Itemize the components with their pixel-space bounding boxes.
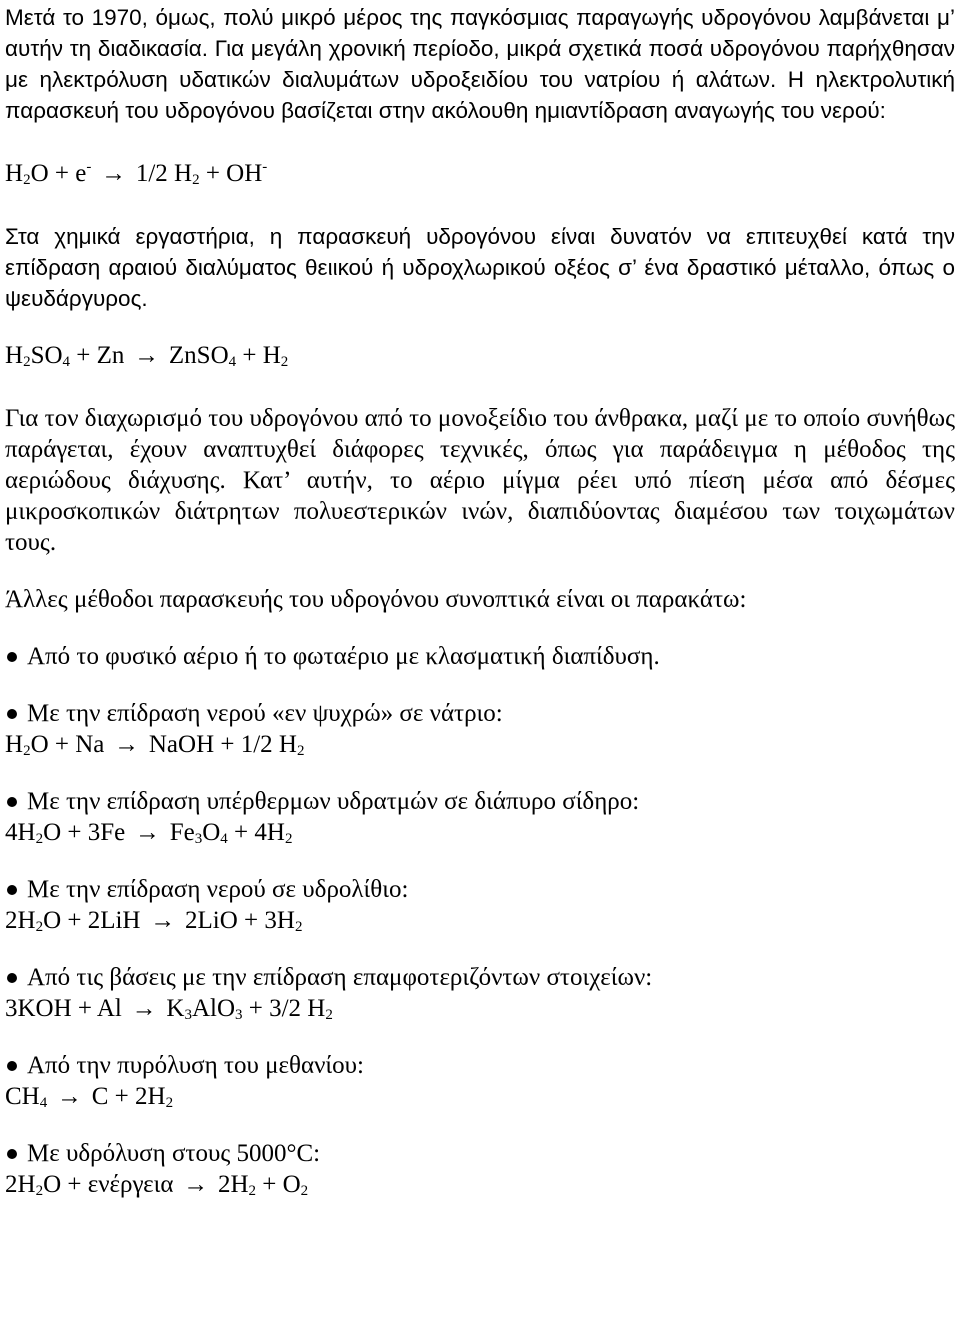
- method-text: Με την επίδραση υπέρθερμων υδρατμών σε διάπυρο σίδηρο:: [27, 788, 640, 815]
- list-item-method: [5, 698, 955, 729]
- eq-subscript: 2: [296, 743, 305, 759]
- eq-subscript: 4: [228, 354, 237, 370]
- equation-lithium-hydride: [5, 905, 955, 936]
- eq-term: + 4H: [234, 819, 285, 846]
- eq-term: O + 3Fe: [43, 819, 126, 846]
- bullet-icon: [7, 973, 17, 983]
- eq-term: H: [5, 731, 24, 758]
- bullet-icon: [7, 885, 17, 895]
- method-text: Με υδρόλυση στους 5000°C:: [27, 1140, 321, 1167]
- eq-term: 2LiO + 3H: [185, 907, 295, 934]
- eq-subscript: 2: [35, 1183, 44, 1199]
- eq-term: O: [202, 819, 221, 846]
- eq-term: Fe: [169, 819, 195, 846]
- reaction-arrow: →: [150, 907, 176, 934]
- list-item-method: [5, 874, 955, 905]
- eq-term: H: [5, 160, 24, 187]
- reaction-arrow: →: [101, 160, 127, 187]
- list-item-method: [5, 962, 955, 993]
- eq-subscript: 3: [235, 1007, 243, 1023]
- eq-term: + O: [262, 1171, 301, 1198]
- eq-term: O + e: [30, 160, 87, 187]
- list-item-method: [5, 641, 955, 672]
- eq-subscript: 2: [248, 1183, 256, 1199]
- eq-term: SO: [30, 342, 63, 369]
- eq-term: + OH: [205, 160, 263, 187]
- eq-subscript: 2: [192, 172, 200, 188]
- eq-subscript: 2: [284, 831, 293, 847]
- eq-term: C + 2H: [91, 1083, 166, 1110]
- eq-subscript: 2: [35, 919, 44, 935]
- eq-subscript: 3: [194, 831, 203, 847]
- bullet-icon: [7, 709, 17, 719]
- eq-term: 2H: [5, 1171, 36, 1198]
- reaction-arrow: →: [56, 1083, 82, 1110]
- equation-sodium: [5, 729, 955, 760]
- eq-term: + 3/2 H: [248, 995, 326, 1022]
- eq-term: O + 2LiH: [43, 907, 141, 934]
- equation-aluminium: [5, 993, 955, 1024]
- eq-term: H: [5, 342, 24, 369]
- equation-iron: [5, 817, 955, 848]
- reaction-arrow: →: [114, 731, 140, 758]
- eq-subscript: 2: [294, 919, 303, 935]
- bullet-icon: [7, 797, 17, 807]
- lab-paragraph: Στα χημικά εργαστήρια, η παρασκευή υδρογόνου είναι δυνατόν να επιτευχθεί κατά την επίδραση αραιού διαλύματος θειικού ή υδροχλωρικού οξέος σ’ ένα δραστικό μέταλλο, όπως ο ψευδάργυρος.: [5, 224, 955, 311]
- reaction-arrow: →: [134, 819, 160, 846]
- reaction-arrow: →: [134, 342, 160, 369]
- list-item-method: [5, 786, 955, 817]
- separation-text-2: Κατ’ αυτήν, το αέριο μίγμα ρέει υπό πίεση μέσα από δέσμες μικροσκοπικών διάτρητων πολυεστερικών ινών, διαπιδύοντας διαμέσου των τοιχωμάτων τους.: [5, 467, 956, 556]
- eq-term: CH: [5, 1083, 40, 1110]
- separation-paragraph: [5, 403, 955, 558]
- eq-subscript: 2: [325, 1007, 333, 1023]
- equation-hydrolysis: [5, 1169, 955, 1200]
- method-text: Από τις βάσεις με την επίδραση επαμφοτεριζόντων στοιχείων:: [27, 964, 653, 991]
- intro-text-sans: Μετά το 1970, όμως, πολύ μικρό μέρος της παγκόσμιας παραγωγής υδρογόνου λαμβάνεται μ’ αυτήν τη διαδικασία. Για μεγάλη χρονική περίοδο, μικρά σχετικά ποσά υδρογόνου παρήχθησαν με ηλεκτρόλυση υδατικών διαλυμάτων υδροξειδίου του νατρίου ή αλάτων.: [5, 5, 955, 92]
- eq-subscript: 3: [184, 1007, 192, 1023]
- eq-subscript: 4: [220, 831, 228, 847]
- intro-text-sans-2: Η ηλεκτρολυτική παρασκευή του υδρογόνου βασίζεται στην ακόλουθη ημιαντίδραση αναγωγής του νερού:: [5, 67, 955, 123]
- method-text: Από την πυρόλυση του μεθανίου:: [27, 1052, 364, 1079]
- eq-subscript: 2: [23, 743, 31, 759]
- eq-superscript: -: [86, 159, 92, 175]
- eq-term: O + Na: [30, 731, 105, 758]
- equation-methane: [5, 1081, 955, 1112]
- eq-term: 2H: [217, 1171, 249, 1198]
- eq-term: + H: [242, 342, 281, 369]
- reaction-arrow: →: [183, 1171, 209, 1198]
- eq-term: NaOH + 1/2 H: [148, 731, 297, 758]
- bullet-icon: [7, 652, 17, 662]
- bullet-icon: [7, 1061, 17, 1071]
- eq-term: 3KOH + Al: [5, 995, 122, 1022]
- document-page: [5, 2, 955, 1200]
- bullet-icon: [7, 1149, 17, 1159]
- eq-subscript: 2: [280, 354, 289, 370]
- reaction-arrow: →: [131, 995, 157, 1022]
- eq-subscript: 2: [23, 354, 31, 370]
- eq-term: 4H: [5, 819, 36, 846]
- intro-paragraph: [5, 2, 955, 126]
- equation-water-reduction: [5, 158, 955, 189]
- eq-term: 2H: [5, 907, 36, 934]
- eq-subscript: 2: [300, 1183, 309, 1199]
- other-methods-heading: Άλλες μέθοδοι παρασκευής του υδρογόνου συνοπτικά είναι οι παρακάτω:: [5, 586, 747, 613]
- eq-term: O + ενέργεια: [43, 1171, 174, 1198]
- list-item-method: [5, 1050, 955, 1081]
- method-text: Με την επίδραση νερού σε υδρολίθιο:: [27, 876, 409, 903]
- eq-term: AlO: [191, 995, 236, 1022]
- equation-zinc: [5, 340, 955, 371]
- eq-subscript: 2: [23, 172, 31, 188]
- eq-subscript: 4: [62, 354, 71, 370]
- separation-text: Για τον διαχωρισμό του υδρογόνου από το μονοξείδιο του άνθρακα, μαζί με το οποίο συνήθως παράγεται, έχουν αναπτυχθεί διάφορες τεχνικές, όπως για παράδειγμα η μέθοδος της αεριώδους διάχυσης.: [5, 405, 955, 494]
- method-text: Από το φυσικό αέριο ή το φωταέριο με κλασματική διαπίδυση.: [27, 643, 660, 670]
- eq-term: K: [166, 995, 185, 1022]
- eq-subscript: 2: [35, 831, 44, 847]
- eq-term: 1/2 H: [135, 160, 193, 187]
- eq-superscript: -: [262, 159, 268, 175]
- eq-subscript: 2: [165, 1095, 174, 1111]
- method-text: Με την επίδραση νερού «εν ψυχρώ» σε νάτριο:: [27, 700, 503, 727]
- eq-term: + Zn: [76, 342, 125, 369]
- eq-subscript: 4: [39, 1095, 48, 1111]
- eq-term: ZnSO: [168, 342, 229, 369]
- list-item-method: [5, 1138, 955, 1169]
